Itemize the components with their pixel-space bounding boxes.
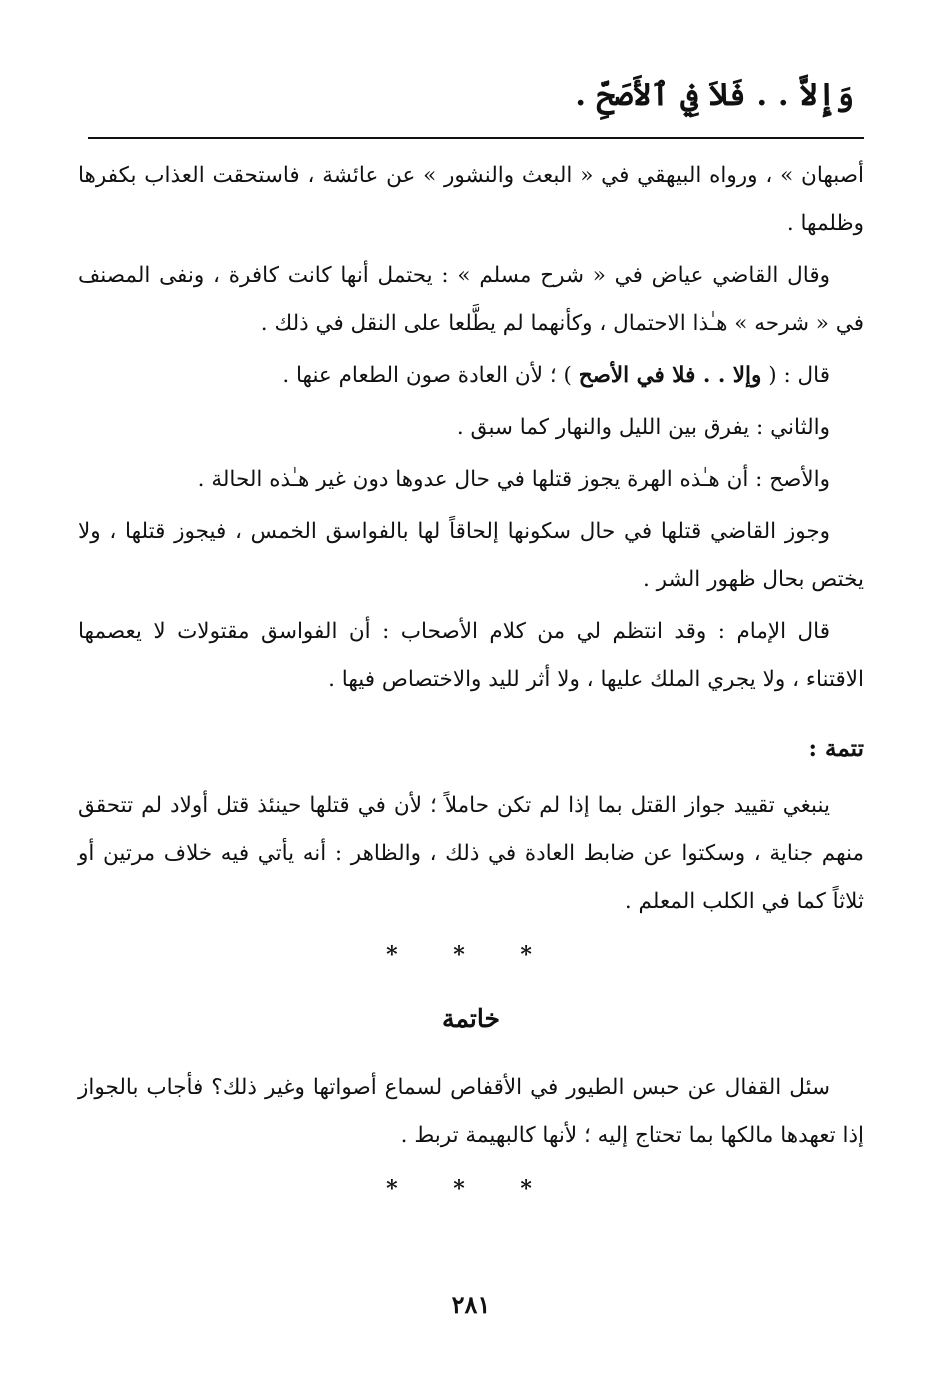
khatima-text: سئل القفال عن حبس الطيور في الأقفاص لسماع أصواتها وغير ذلك؟ فأجاب بالجواز إذا تعهدها مالكها بما تحتاج إليه ؛ لأنها كالبهيمة تربط . [78, 1075, 864, 1148]
quoted-matn: وإلا . . فلا في الأصح [578, 363, 762, 388]
khatima-title: خاتمة [442, 1004, 500, 1033]
paragraph-4: والثاني : يفرق بين الليل والنهار كما سبق . [456, 415, 830, 440]
paragraph-1: أصبهان » ، ورواه البيهقي في « البعث والنشور » عن عائشة ، فاستحقت العذاب بكفرها وظلمها . [78, 163, 864, 236]
quote-prefix: قال : ( [761, 363, 830, 388]
section-separator-2: * * * [386, 1176, 556, 1202]
tatimma-text: ينبغي تقييد جواز القتل بما إذا لم تكن حاملاً ؛ لأن في قتلها حينئذ قتل أولاد لم تتحقق منهم جناية ، وسكتوا عن ضابط العادة في ذلك ، والظاهر : أنه يأتي فيه خلاف مرتين أو ثلاثاً كما في الكلب المعلم . [78, 793, 864, 914]
page-number: ٢٨١ [451, 1290, 491, 1319]
tatimma-heading: تتمة : [808, 735, 864, 762]
paragraph-7: قال الإمام : وقد انتظم لي من كلام الأصحاب : أن الفواسق مقتولات لا يعصمها الاقتناء ، ولا يجري الملك عليها ، ولا أثر لليد والاختصاص فيها . [78, 619, 864, 692]
paragraph-6: وجوز القاضي قتلها في حال سكونها إلحاقاً لها بالفواسق الخمس ، فيجوز قتلها ، ولا يختص بحال ظهور الشر . [78, 519, 864, 592]
page-body [78, 152, 864, 1216]
paragraph-2: وقال القاضي عياض في « شرح مسلم » : يحتمل أنها كانت كافرة ، ونفى المصنف في « شرحه » هـٰذا الاحتمال ، وكأنهما لم يطَّلعا على النقل في ذلك . [78, 263, 864, 336]
header-divider [88, 137, 864, 139]
page-header: وَإِلاَّ . . فَلاَ فِي ٱلأَصَحِّ . [575, 77, 854, 113]
paragraph-5: والأصح : أن هـٰذه الهرة يجوز قتلها في حال عدوها دون غير هـٰذه الحالة . [197, 467, 830, 492]
paragraph-3 [78, 352, 864, 400]
quote-suffix: ) ؛ لأن العادة صون الطعام عنها . [282, 363, 579, 388]
section-separator-1: * * * [386, 942, 556, 968]
